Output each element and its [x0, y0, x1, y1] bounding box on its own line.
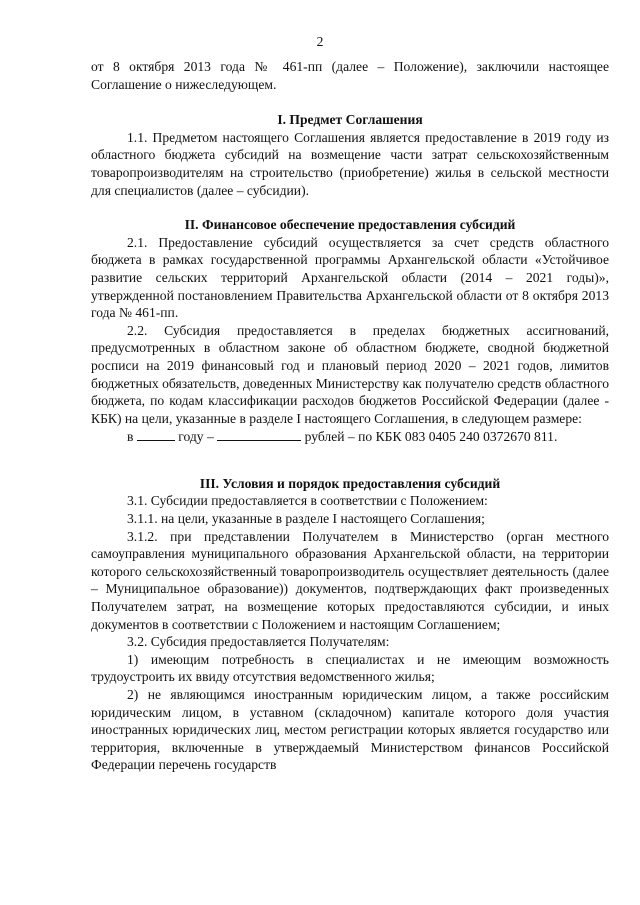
- intro-paragraph: от 8 октября 2013 года № 461-пп (далее – Положение), заключили настоящее Соглашение о нижеследующем.: [91, 59, 609, 92]
- formula-year-word: году –: [178, 429, 214, 445]
- amount-blank[interactable]: [217, 427, 301, 441]
- paragraph-2-2: 2.2. Субсидия предоставляется в пределах бюджетных ассигнований, предусмотренных в областном законе об областном бюджете, сводной бюджетной росписи на 2019 финансовый год и плановый период 2020 – 2021 годов, лимитов бюджетных обязательств, доведенных Министерству как получателю средств областного бюджета, по кодам классификации расходов бюджетов Российской Федерации (далее - КБК) на цели, указанные в разделе I настоящего Соглашения, в следующем размере:: [91, 322, 609, 426]
- paragraph-2-1: 2.1. Предоставление субсидий осуществляется за счет средств областного бюджета в рамках государственной программы Архангельской области «Устойчивое развитие сельских территорий Архангельской области (2014 – 2021 годы)», утвержденной постановлением Правительства Архангельской области от 8 октября 2013 года № 461-пп.: [91, 234, 609, 321]
- paragraph-3-1: 3.1. Субсидии предоставляется в соответствии с Положением:: [127, 493, 488, 509]
- formula-suffix: рублей – по КБК 083 0405 240 0372670 811.: [304, 429, 558, 445]
- paragraph-3-1-1: 3.1.1. на цели, указанные в разделе I настоящего Соглашения;: [127, 511, 485, 527]
- paragraph-3-1-2: 3.1.2. при представлении Получателем в Министерство (орган местного самоуправления муниципального образования Архангельской области, на территории которого сельскохозяйственный товаропроизводитель осуществляет деятельность (далее – Муниципальное образование)) документов, подтверждающих факт произведенных Получателем затрат, на возмещение которых предоставляются субсидии, и иных документов в соответствии с Положением и настоящим Соглашением;: [91, 528, 609, 632]
- paragraph-1-1: 1.1. Предметом настоящего Соглашения является предоставление в 2019 году из областного бюджета субсидий на возмещение части затрат сельскохозяйственным товаропроизводителям на строительство (приобретение) жилья в сельской местности для специалистов (далее – субсидии).: [91, 129, 609, 198]
- paragraph-3-2-item-2: 2) не являющимся иностранным юридическим лицом, а также российским юридическим лицом, в уставном (складочном) капитале которого доля участия иностранных юридических лиц, местом регистрации которых является государство или территория, включенные в утверждаемый Министерством финансов Российской Федерации перечень государств: [91, 687, 609, 773]
- section-3-heading: III. Условия и порядок предоставления субсидий: [199, 475, 501, 491]
- year-blank[interactable]: [137, 427, 175, 441]
- document-body: [91, 58, 609, 774]
- section-2-heading: II. Финансовое обеспечение предоставления субсидий: [184, 217, 516, 233]
- paragraph-3-2: 3.2. Субсидия предоставляется Получателям:: [127, 634, 390, 650]
- paragraph-3-2-item-1: 1) имеющим потребность в специалистах и не имеющим возможность трудоустроить их ввиду отсутствия ведомственного жилья;: [91, 651, 609, 685]
- formula-prefix: в: [127, 429, 134, 445]
- page-number: 2: [316, 34, 324, 49]
- amount-formula-line: [91, 427, 609, 446]
- section-1-heading: I. Предмет Соглашения: [277, 112, 423, 128]
